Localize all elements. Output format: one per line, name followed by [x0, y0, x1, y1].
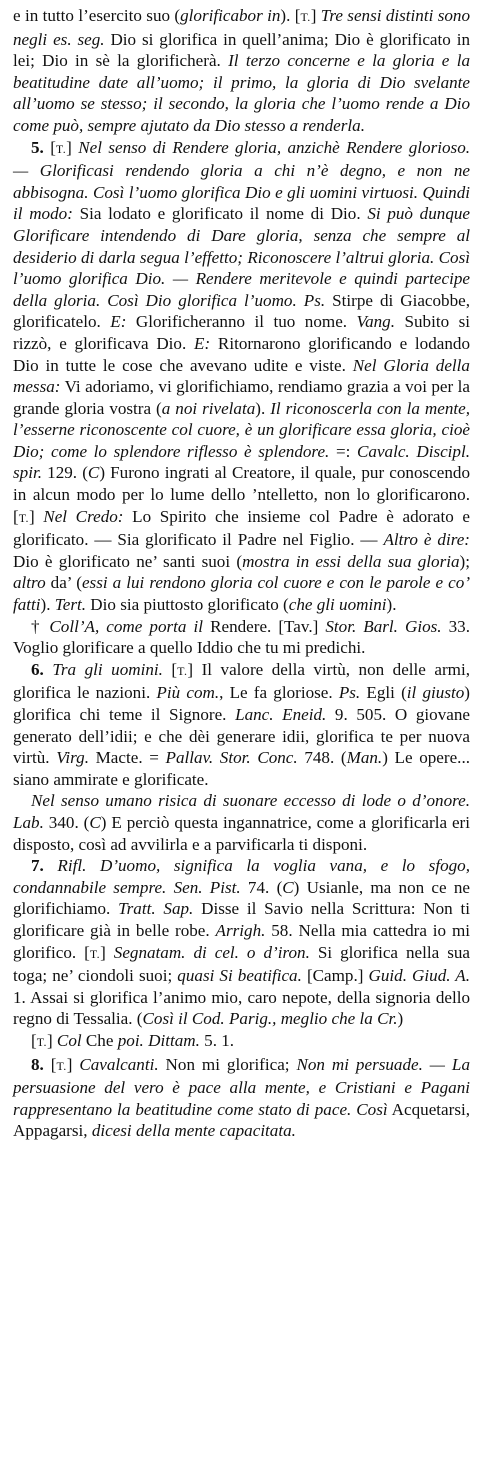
entry-paragraph-6b: Nel senso umano risica di suonare eccesso di lode o d’onore. Lab. 340. (C) E perciò questa ingannatrice, come a glorificarla eri disposto, così ad avvilirla e a parvificarla ti disponi.	[13, 791, 470, 854]
entry-paragraph-8: 8. [T.] Cavalcanti. Non mi glorifica; Non mi persuade. — La persuasione del vero è pace alla mente, e Cristiani e Pagani rappresentano la beatitudine come stato di pace. Così Acquetarsi, Appagarsi, dicesi della mente capacitata.	[13, 1054, 470, 1141]
entry-paragraph-7: 7. Rifl. D’uomo, significa la voglia vana, e lo sfogo, condannabile sempre. Sen. Pist. 74. (C) Usianle, ma non ce ne glorifichiamo. Tratt. Sap. Disse il Savio nella Scrittura: Non ti glorificare già in belle robe. Arrigh. 58. Nella mia cattedra io mi glorifico. [T.] Segnatam. di cel. o d’iron. Si glorifica nella sua toga; ne’ ciondoli suoi; quasi Si beatifica. [Camp.] Guid. Giud. A. 1. Assai si glorifica l’animo mio, caro nepote, della signoria dello regno di Tessalia. (Così il Cod. Parig., meglio che la Cr.)	[13, 856, 471, 1029]
entry-paragraph-5: 5. [T.] Nel senso di Rendere gloria, anzichè Rendere glorioso. — Glorificasi rendendo gloria a chi n’è degno, e non ne abbisogna. Così l’uomo glorifica Dio e gli uomini virtuosi. Quindi il modo: Sia lodato e glorificato il nome di Dio. Si può dunque Glorificare intendendo di Dare gloria, senza che sempre al desiderio di darla segua l’effetto; Riconoscere l’altrui gloria. Così l’uomo glorifica Dio. — Rendere meritevole e quindi partecipe della gloria. Così Dio glorifica l’uomo. Ps. Stirpe di Giacobbe, glorificatelo. E: Glorificheranno il tuo nome. Vang. Subito si rizzò, e glorificava Dio. E: Ritornarono glorificando e lodando Dio in tutte le cose che avevano udite e viste. Nel Gloria della messa: Vi adoriamo, vi glorifichiamo, rendiamo grazia a voi per la grande gloria vostra (a noi rivelata). Il riconoscerla con la mente, l’esserne riconoscente col cuore, è un glorificare essa gloria, cioè Dio; come lo splendore riflesso è splendore. =: Cavalc. Discipl. spir. 129. (C) Furono ingrati al Creatore, il quale, pur conoscendo in alcun modo per lo lume dello ’ntelletto, non lo glorificarono. [T.] Nel Credo: Lo Spirito che insieme col Padre è adorato e glorificato. — Sia glorificato il Padre nel Figlio. — Altro è dire: Dio è glorificato ne’ santi suoi (mostra in essi della sua gloria); altro da’ (essi a lui rendono gloria col cuore e con le parole e co’ fatti). Tert. Dio sia piuttosto glorificato (che gli uomini).	[13, 137, 471, 615]
entry-paragraph-7b: [T.] Col Che poi. Dittam. 5. 1.	[31, 1030, 235, 1050]
entry-paragraph-1: e in tutto l’esercito suo (glorificabor in). [T.] Tre sensi distinti sono negli es. seg. Dio si glorifica in quell’anima; Dio è glorificato in lei; Dio in sè la glorificherà. Il terzo concerne e la gloria e la beatitudine date all’uomo; il primo, la gloria di Dio svelante all’uomo se stesso; il secondo, la gloria che l’uomo rende a Dio come può, sempre ajutato da Dio stesso a renderla.	[13, 6, 470, 135]
entry-paragraph-6: 6. Tra gli uomini. [T.] Il valore della virtù, non delle armi, glorifica le nazioni. Più com., Le fa gloriose. Ps. Egli (il giusto) glorifica chi teme il Signore. Lanc. Eneid. 9. 505. O giovane generato dell’idii; e che dèi generare idii, glorifica te per nuova virtù. Virg. Macte. = Pallav. Stor. Conc. 748. (Man.) Le opere... siano ammirate e glorificate.	[13, 659, 470, 789]
entry-paragraph-dagger: † Coll’A, come porta il Rendere. [Tav.] Stor. Barl. Gios. 33. Voglio glorificare a quello Iddio che tu mi predichi.	[13, 616, 471, 658]
